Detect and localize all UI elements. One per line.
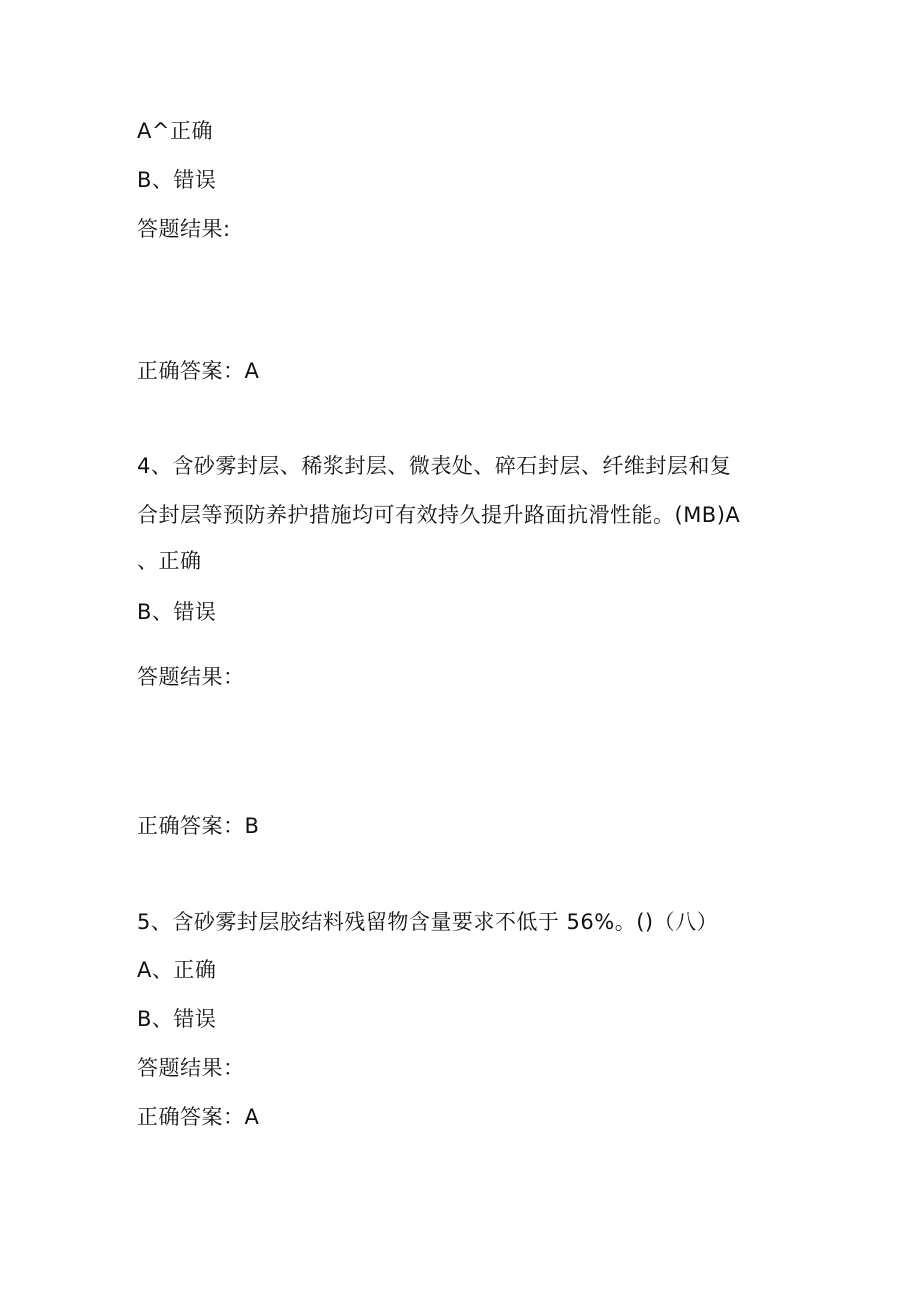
q4-option-b: B、错误 xyxy=(137,600,217,624)
q5-correct-answer: 正确答案：A xyxy=(137,1105,260,1129)
q4-result-label: 答题结果： xyxy=(137,665,245,689)
q4-correct-answer: 正确答案：B xyxy=(137,814,260,838)
q3-option-a: A^正确 xyxy=(137,119,213,143)
q4-stem-line2: 合封层等预防养护措施均可有效持久提升路面抗滑性能。(MB)A xyxy=(137,503,741,527)
q5-option-a: A、正确 xyxy=(137,958,217,982)
q5-result-label: 答题结果： xyxy=(137,1056,245,1080)
q4-stem-line3: 、正确 xyxy=(137,549,202,573)
q5-stem: 5、含砂雾封层胶结料残留物含量要求不低于 56%。()（八） xyxy=(137,910,719,934)
q5-option-b: B、错误 xyxy=(137,1007,217,1031)
q3-option-b: B、错误 xyxy=(137,168,217,192)
q4-stem-line1: 4、含砂雾封层、稀浆封层、微表处、碎石封层、纤维封层和复 xyxy=(137,454,732,478)
q3-correct-answer: 正确答案：A xyxy=(137,359,260,383)
q3-result-label: 答题结果: xyxy=(137,217,231,241)
